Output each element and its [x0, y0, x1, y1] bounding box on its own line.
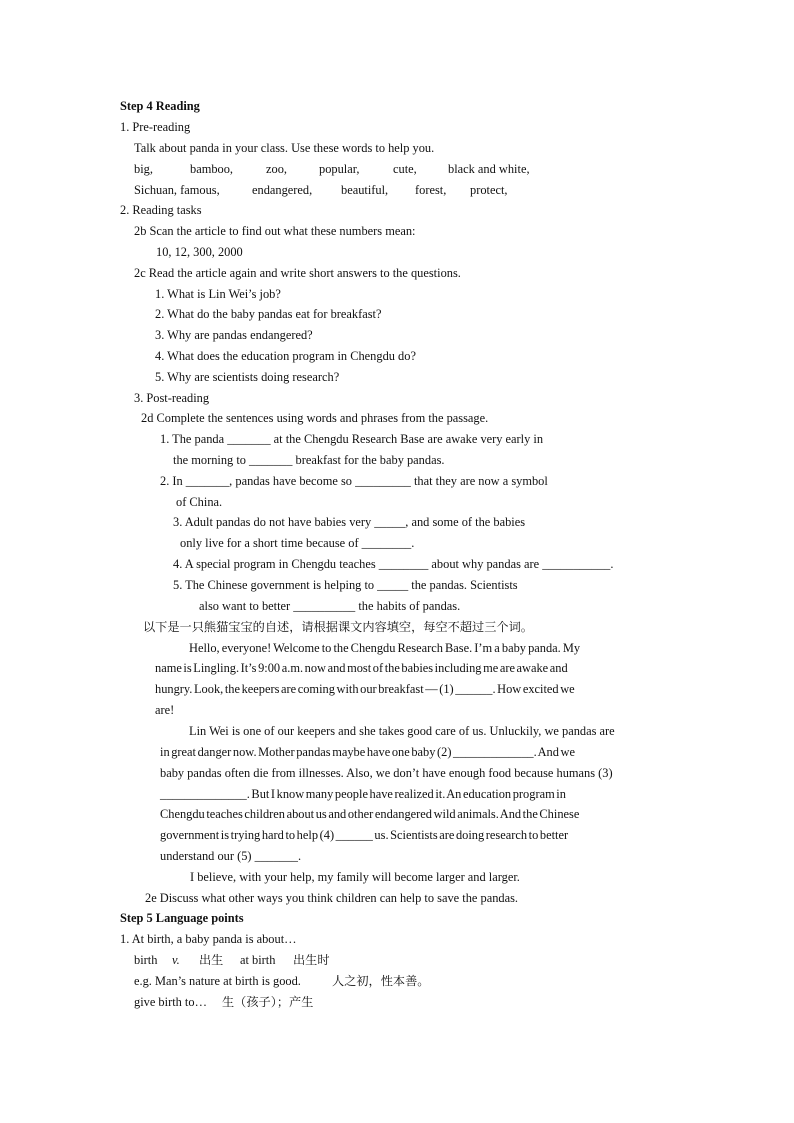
chinese-gloss: 出生时	[293, 953, 330, 967]
word-row-1	[0, 161, 794, 177]
passage-line: ______________. But I know many people have realized it. An education program in	[160, 787, 566, 801]
language-point-1: 1. At birth, a baby panda is about…	[120, 932, 297, 946]
question-item: 3. Why are pandas endangered?	[155, 328, 313, 342]
word: endangered,	[252, 183, 313, 197]
word: cute,	[393, 162, 417, 176]
fill-in-line: 1. The panda _______ at the Chengdu Research Base are awake very early in	[160, 432, 544, 446]
reading-tasks-heading: 2. Reading tasks	[120, 203, 202, 217]
word: popular,	[319, 162, 360, 176]
vocab-word: birth	[134, 953, 158, 967]
part-of-speech: v.	[172, 953, 180, 967]
fill-in-line: the morning to _______ breakfast for the baby pandas.	[173, 453, 445, 467]
passage-line: Hello, everyone! Welcome to the Chengdu Research Base. I’m a baby panda. My	[189, 641, 581, 655]
word: beautiful,	[341, 183, 389, 197]
task-2c: 2c Read the article again and write short answers to the questions.	[134, 266, 461, 280]
fill-in-line: of China.	[176, 495, 223, 509]
task-2d: 2d Complete the sentences using words and phrases from the passage.	[141, 411, 489, 425]
example-sentence: e.g. Man’s nature at birth is good.	[134, 974, 301, 988]
passage-line: I believe, with your help, my family will become larger and larger.	[190, 870, 520, 884]
word: protect,	[470, 183, 508, 197]
fill-in-line: also want to better __________ the habits of pandas.	[199, 599, 461, 613]
pre-reading-heading: 1. Pre-reading	[120, 120, 191, 134]
word: big,	[134, 162, 153, 176]
passage-line: baby pandas often die from illnesses. Also, we don’t have enough food because humans (3)	[160, 766, 613, 780]
word: zoo,	[266, 162, 287, 176]
numbers-line: 10, 12, 300, 2000	[156, 245, 243, 259]
chinese-instruction: 以下是一只熊猫宝宝的自述，请根据课文内容填空，每空不超过三个词。	[143, 620, 533, 634]
birth-row	[0, 952, 794, 968]
word: black and white,	[448, 162, 530, 176]
word: forest,	[415, 183, 447, 197]
step4-title: Step 4 Reading	[120, 99, 200, 113]
passage-line: Chengdu teaches children about us and other endangered wild animals. And the Chinese	[160, 807, 580, 821]
word-row-2	[0, 182, 794, 198]
phrase: at birth	[240, 953, 276, 967]
chinese-translation: 人之初，性本善。	[332, 974, 430, 988]
task-2e: 2e Discuss what other ways you think children can help to save the pandas.	[145, 891, 519, 905]
post-reading-heading: 3. Post-reading	[134, 391, 210, 405]
fill-in-line: 5. The Chinese government is helping to _____ the pandas. Scientists	[173, 578, 518, 592]
passage-line: hungry. Look, the keepers are coming with our breakfast — (1) ______. How excited we	[155, 682, 575, 696]
phrase: give birth to…	[134, 995, 207, 1009]
example-row	[0, 973, 794, 989]
passage-line: Lin Wei is one of our keepers and she takes good care of us. Unluckily, we pandas are	[189, 724, 615, 738]
question-item: 2. What do the baby pandas eat for breakfast?	[155, 307, 382, 321]
chinese-gloss: 出生	[199, 953, 224, 967]
pre-reading-instruction: Talk about panda in your class. Use these words to help you.	[134, 141, 435, 155]
passage-line: in great danger now. Mother pandas maybe have one baby (2) _____________. And we	[160, 745, 575, 759]
give-birth-row	[0, 994, 794, 1010]
question-item: 5. Why are scientists doing research?	[155, 370, 340, 384]
question-item: 4. What does the education program in Chengdu do?	[155, 349, 416, 363]
passage-line: government is trying hard to help (4) ______ us. Scientists are doing research to better	[160, 828, 569, 842]
passage-line: understand our (5) _______.	[160, 849, 302, 863]
passage-line: are!	[155, 703, 175, 717]
word: bamboo,	[190, 162, 234, 176]
question-item: 1. What is Lin Wei’s job?	[155, 287, 281, 301]
step5-title: Step 5 Language points	[120, 911, 244, 925]
chinese-gloss: 生（孩子）；产生	[222, 995, 314, 1009]
word: Sichuan, famous,	[134, 183, 220, 197]
fill-in-line: only live for a short time because of ________.	[180, 536, 415, 550]
passage-line: name is Lingling. It’s 9:00 a.m. now and most of the babies including me are awake and	[155, 661, 568, 675]
task-2b: 2b Scan the article to find out what these numbers mean:	[134, 224, 416, 238]
fill-in-line: 3. Adult pandas do not have babies very _____, and some of the babies	[173, 515, 526, 529]
fill-in-line: 2. In _______, pandas have become so _________ that they are now a symbol	[160, 474, 548, 488]
fill-in-line: 4. A special program in Chengdu teaches ________ about why pandas are ___________.	[173, 557, 614, 571]
